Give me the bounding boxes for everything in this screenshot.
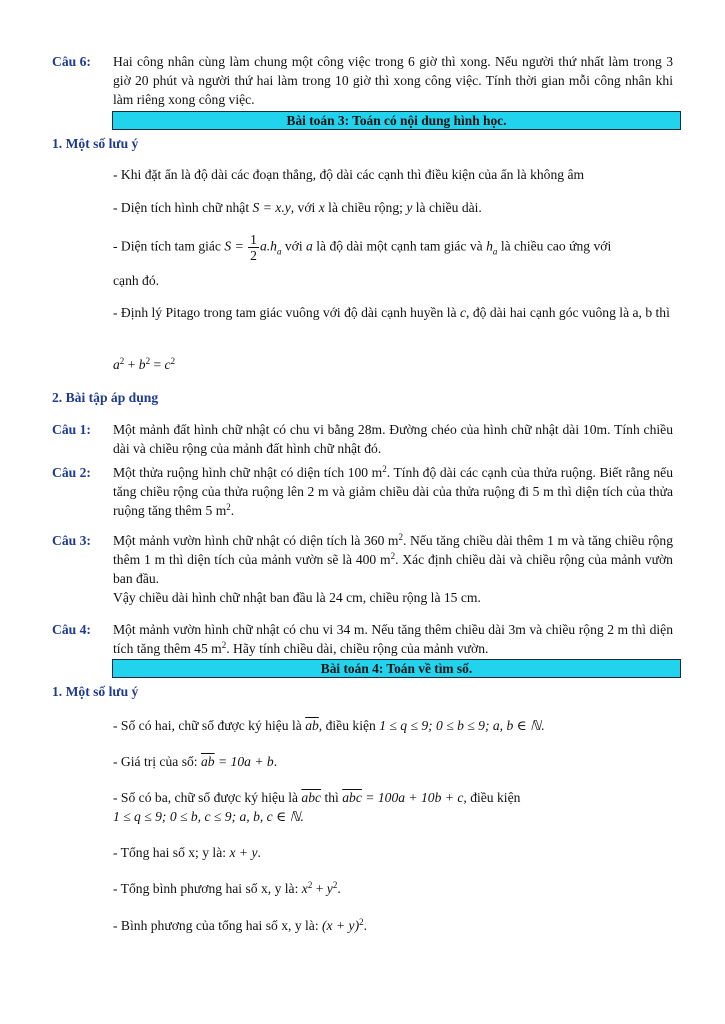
question-label: Câu 6:: [52, 54, 91, 69]
note-item-sum: - Tổng hai số x; y là: x + y.: [113, 845, 261, 860]
note-item-square-of-sum: - Bình phương của tổng hai số x, y là: $(x + y)^2$.: [113, 917, 368, 933]
note-item-two-digit-value: - Giá trị của số: $\overline{ab} = 10a + b$.: [113, 754, 278, 769]
question-text: Hai công nhân cùng làm chung một công việc trong 6 giờ thì xong. Nếu người thứ nhất làm trong 3 giờ 20 phút và người thứ hai làm trong 10 giờ thì xong công việc. Tính thời gian mỗi công nhân khi làm riêng xong công việc.: [113, 54, 673, 107]
question-text: Một mảnh vườn hình chữ nhật có chu vi 34 m. Nếu tăng thêm chiều dài 3m và chiều rộng 2 m thì diện tích tăng thêm 45 $m^2$. Hãy tính chiều dài, chiều rộng của mảnh vườn.: [113, 622, 673, 656]
note-item-triangle-area: - Diện tích tam giác S = $\frac{1}{2}$ $a.h_a$ với a là độ dài một cạnh tam giác và $h_a$ là chiều cao ứng với: [113, 232, 612, 263]
exercise-3: [52, 531, 673, 607]
question-6: [52, 52, 673, 109]
section-banner-problem-3: Bài toán 3: Toán có nội dung hình học.: [112, 111, 681, 130]
note-item-sum-of-squares: - Tổng bình phương hai số x, y là: $x^2 + y^2$.: [113, 880, 341, 896]
formula: S = x.y: [252, 200, 291, 215]
note-item-continued: cạnh đó.: [113, 273, 160, 288]
section-heading-notes: 1. Một số lưu ý: [52, 136, 139, 151]
section-heading-exercises: 2. Bài tập áp dụng: [52, 390, 159, 405]
question-label: Câu 4:: [52, 622, 91, 637]
question-text: Một thửa ruộng hình chữ nhật có diện tích 100 $m^2$. Tính độ dài các cạnh của thửa ruộng. Biết rằng nếu tăng chiều rộng của thửa ruộng lên 2 m và giảm chiều dài của thửa ruộng đi 5 m thì diện tích của thửa ruộng tăng thêm 5 $m^2$.: [113, 464, 673, 518]
fraction: $\frac{1}{2}$: [250, 232, 257, 263]
exercise-1: [52, 420, 673, 458]
question-label: Câu 3:: [52, 533, 91, 548]
question-label: Câu 1:: [52, 422, 91, 437]
note-item: - Khi đặt ẩn là độ dài các đoạn thẳng, độ dài các cạnh thì điều kiện của ẩn là không âm: [113, 167, 585, 182]
exercise-2: [52, 463, 673, 520]
note-item-pythagoras: - Định lý Pitago trong tam giác vuông với độ dài cạnh huyền là c, độ dài hai cạnh góc vuông là a, b thì: [113, 305, 670, 320]
section-banner-problem-4: Bài toán 4: Toán về tìm số.: [112, 659, 681, 678]
question-text: Một mảnh vườn hình chữ nhật có diện tích là 360 $m^2$. Nếu tăng chiều dài thêm 1 m và tăng chiều rộng thêm 1 m thì diện tích của mảnh vườn sẽ là 400 $m^2$. Xác định chiều dài và chiều rộng của mảnh vườn ban đầu.: [113, 532, 673, 586]
section-heading-notes: 1. Một số lưu ý: [52, 684, 139, 699]
question-text: Một mảnh đất hình chữ nhật có chu vi bằng 28m. Đường chéo của hình chữ nhật dài 10m. Tính chiều dài và chiều rộng của mảnh đất hình chữ nhật đó.: [113, 422, 673, 456]
exercise-4: [52, 620, 673, 658]
note-item-three-digit: - Số có ba, chữ số được ký hiệu là $\overline{abc}$ thì $\overline{abc} = 100a + 10b + c$, điều kiện 1 ≤ q ≤ 9; 0 ≤ b, c ≤ 9; a, b, c ∈ ℕ.: [113, 790, 521, 824]
note-item-two-digit: - Số có hai, chữ số được ký hiệu là $\overline{ab}$, điều kiện 1 ≤ q ≤ 9; 0 ≤ b ≤ 9; a, b ∈ ℕ.: [113, 718, 545, 733]
answer-text: Vậy chiều dài hình chữ nhật ban đầu là 24 cm, chiều rộng là 15 cm.: [113, 590, 481, 605]
note-item-rectangle-area: - Diện tích hình chữ nhật S = x.y, với x là chiều rộng; y là chiều dài.: [113, 200, 482, 215]
pythagoras-formula: $a^2 + b^2 = c^2$: [113, 356, 176, 372]
question-label: Câu 2:: [52, 465, 91, 480]
